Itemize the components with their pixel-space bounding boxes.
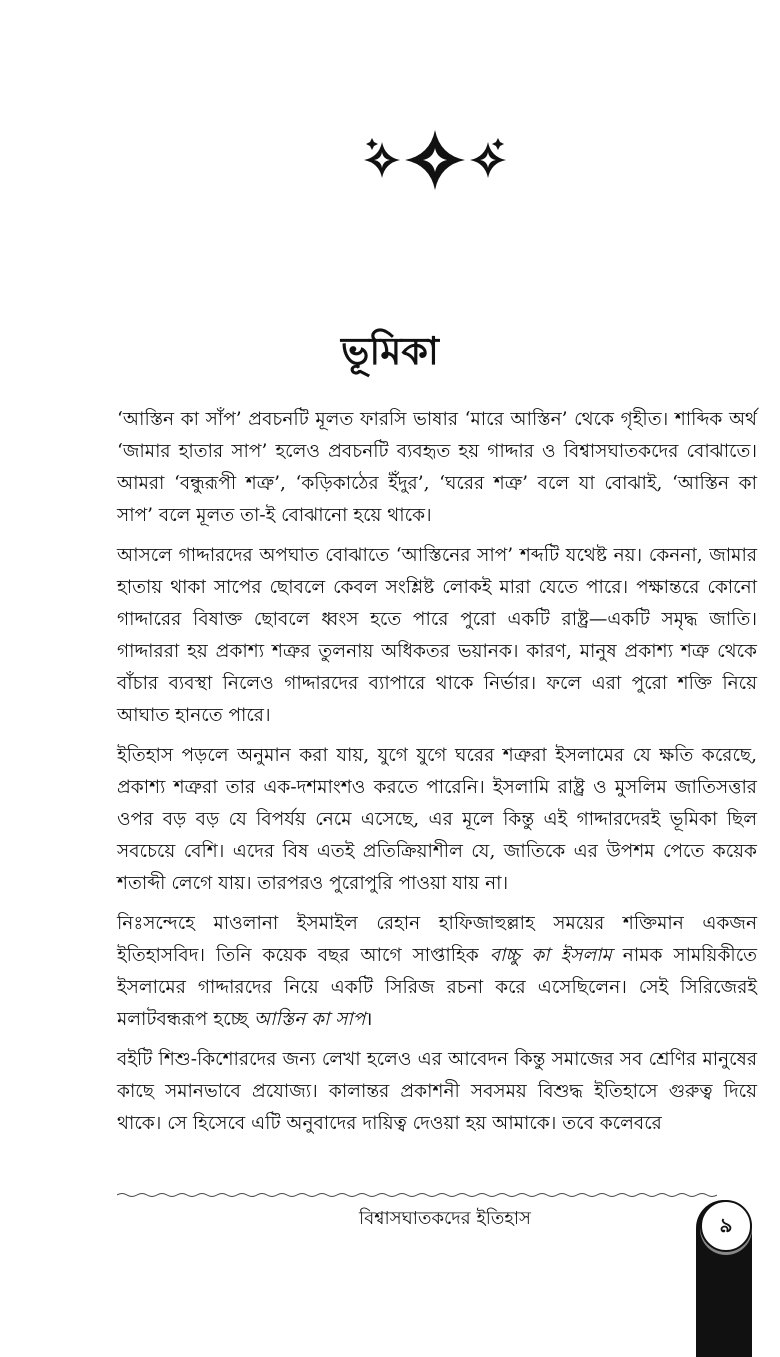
paragraph-4-part-3: । xyxy=(365,1009,373,1030)
paragraph-1: ‘আস্তিন কা সাঁপ’ প্রবচনটি মূলত ফারসি ভাষার ‘মারে আস্তিন’ থেকে গৃহীত। শাব্দিক অর্থ ‘জামার হাতার সাপ’ হলেও প্রবচনটি ব্যবহৃত হয় গাদ্দার ও বিশ্বাসঘাতকদের বোঝাতে। আমরা ‘বন্ধুরূপী শত্রু’, ‘কড়িকাঠের ইঁদুর’, ‘ঘরের শত্রু’ বলে যা বোঝাই, ‘আস্তিন কা সাপ’ বলে মূলত তা-ই বোঝানো হয়ে থাকে। xyxy=(117,409,757,526)
paragraph-4-part-1: নিঃসন্দেহে মাওলানা ইসমাইল রেহান হাফিজাহুল্লাহ সময়ের শক্তিমান একজন ইতিহাসবিদ। তিনি কয়েক বছর আগে সাপ্তাহিক xyxy=(117,913,757,966)
page-title: ভূমিকা xyxy=(341,328,439,373)
paragraph-2: আসলে গাদ্দারদের অপঘাত বোঝাতে ‘আস্তিনের সাপ’ শব্দটি যথেষ্ট নয়। কেননা, জামার হাতায় থাকা সাপের ছোবলে কেবল সংশ্লিষ্ট লোকই মারা যেতে পারে। পক্ষান্তরে কোনো গাদ্দারের বিষাক্ত ছোবলে ধ্বংস হতে পারে পুরো একটি রাষ্ট্র—একটি সমৃদ্ধ জাতি। গাদ্দাররা হয় প্রকাশ্য শত্রুর তুলনায় অধিকতর ভয়ানক। কারণ, মানুষ প্রকাশ্য শত্রু থেকে বাঁচার ব্যবস্থা নিলেও গাদ্দারদের ব্যাপারে থাকে নির্ভার। ফলে এরা পুরো শক্তি নিয়ে আঘাত হানতে পারে। xyxy=(117,545,757,726)
paragraph-3: ইতিহাস পড়লে অনুমান করা যায়, যুগে যুগে ঘরের শত্রুরা ইসলামের যে ক্ষতি করেছে, প্রকাশ্য শত্রুরা তার এক-দশমাংশও করতে পারেনি। ইসলামি রাষ্ট্র ও মুসলিম জাতিসত্তার ওপর বড় বড় যে বিপর্যয় নেমে এসেছে, এর মূলে কিন্তু এই গাদ্দারদেরই ভূমিকা ছিল সবচেয়ে বেশি। এদের বিষ এতই প্রতিক্রিয়াশীল যে, জাতিকে এর উপশম পেতে কয়েক শতাব্দী লেগে যায়। তারপরও পুরোপুরি পাওয়া যায় না। xyxy=(117,745,757,894)
page-number: ৯ xyxy=(700,1200,752,1252)
book-title: আস্তিন কা সাপ xyxy=(253,1009,366,1030)
paragraph-4 xyxy=(117,908,757,1036)
body-text xyxy=(117,404,757,1148)
paragraph-4-part-2: নামক সাময়িকীতে ইসলামের গাদ্দারদের নিয়ে একটি সিরিজ রচনা করে এসেছিলেন। সেই সিরিজেরই মলাটবন্ধরূপ হচ্ছে xyxy=(117,945,758,1030)
paragraph-5: বইটি শিশু-কিশোরদের জন্য লেখা হলেও এর আবেদন কিন্তু সমাজের সব শ্রেণির মানুষের কাছে সমানভাবে প্রযোজ্য। কালান্তর প্রকাশনী সবসময় বিশুদ্ধ ইতিহাসে গুরুত্ব দিয়ে থাকে। সে হিসেবে এটি অনুবাদের দায়িত্ব দেওয়া হয় আমাকে। তবে কলেবরে xyxy=(117,1049,757,1134)
footer-divider xyxy=(117,1192,717,1198)
running-footer-title: বিশ্বাসঘাতকদের ইতিহাস xyxy=(359,1208,531,1229)
ornament-icon xyxy=(360,120,510,200)
magazine-title: বাচ্চু কা ইসলাম xyxy=(489,945,612,966)
